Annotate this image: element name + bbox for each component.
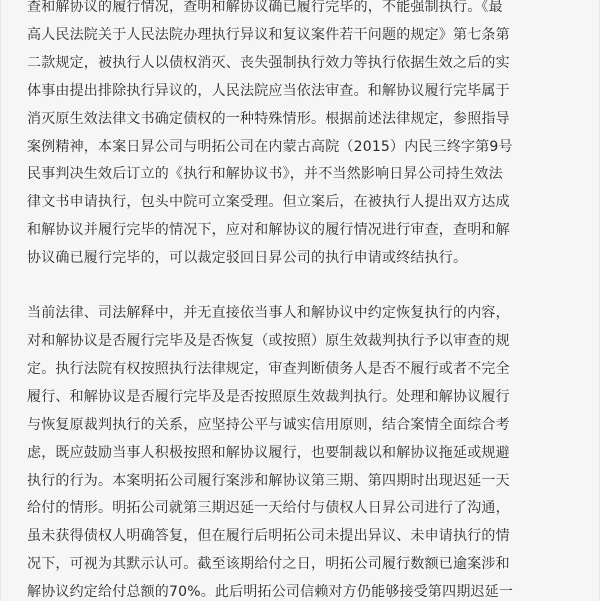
text-line: 况下，可视为其默示认可。截至该期给付之日，明拓公司履行数额已逾案涉和 xyxy=(27,556,510,573)
text-line: 定。执行法院有权按照执行法律规定，审查判断债务人是否不履行或者不完全 xyxy=(27,360,510,377)
text-line: 高人民法院关于人民法院办理执行异议和复议案件若干问题的规定》第七条第 xyxy=(27,26,510,43)
text-line: 消灭原生效法律文书确定债权的一种特殊情形。根据前述法律规定，参照指导 xyxy=(27,110,510,127)
text-line: 履行、和解协议是否履行完毕及是否按照原生效裁判执行。处理和解协议履行 xyxy=(27,388,510,405)
text-line: 虽未获得债权人明确答复，但在履行后明拓公司未提出异议、未申请执行的情 xyxy=(27,528,510,545)
text-line: 虑，既应鼓励当事人积极按照和解协议履行，也要制裁以和解协议拖延或规避 xyxy=(27,444,510,461)
paragraph-1 xyxy=(27,0,577,273)
text-line: 二款规定，被执行人以债权消灭、丧失强制执行效力等执行依据生效之后的实 xyxy=(27,54,510,71)
paragraph-2 xyxy=(27,300,577,601)
text-line: 案例精神，本案日昇公司与明拓公司在内蒙古高院（2015）内民三终字第9号 xyxy=(27,138,513,155)
text-line: 与恢复原裁判执行的关系，应坚持公平与诚实信用原则，结合案情全面综合考 xyxy=(27,416,510,433)
text-line: 当前法律、司法解释中，并无直接依当事人和解协议中约定恢复执行的内容， xyxy=(27,305,510,322)
paragraph-spacer xyxy=(27,273,577,300)
text-line: 和解协议并履行完毕的情况下，应对和解协议的履行情况进行审查，查明和解 xyxy=(27,222,510,239)
text-line: 查和解协议的履行情况，查明和解协议确已履行完毕的，不能强制执行。《最 xyxy=(27,0,503,15)
text-line: 对和解协议是否履行完毕及是否恢复（或按照）原生效裁判执行予以审查的规 xyxy=(27,332,510,349)
text-line: 民事判决生效后订立的《执行和解协议书》，并不当然影响日昇公司持生效法 xyxy=(27,166,503,183)
text-line: 执行的行为。本案明拓公司履行案涉和解协议第三期、第四期时出现迟延一天 xyxy=(27,472,510,489)
text-line: 律文书申请执行，包头中院可立案受理。但立案后，在被执行人提出双方达成 xyxy=(27,194,510,211)
text-line: 体事由提出排除执行异议的，人民法院应当依法审查。和解协议履行完毕属于 xyxy=(27,82,510,99)
text-line: 解协议约定给付总额的70%。此后明拓公司信赖对方仍能够接受第四期迟延一 xyxy=(27,584,514,601)
text-line: 协议确已履行完毕的，可以裁定驳回日昇公司的执行申请或终结执行。 xyxy=(27,250,468,267)
text-line: 给付的情形。明拓公司就第三期迟延一天给付与债权人日昇公司进行了沟通， xyxy=(27,500,510,517)
